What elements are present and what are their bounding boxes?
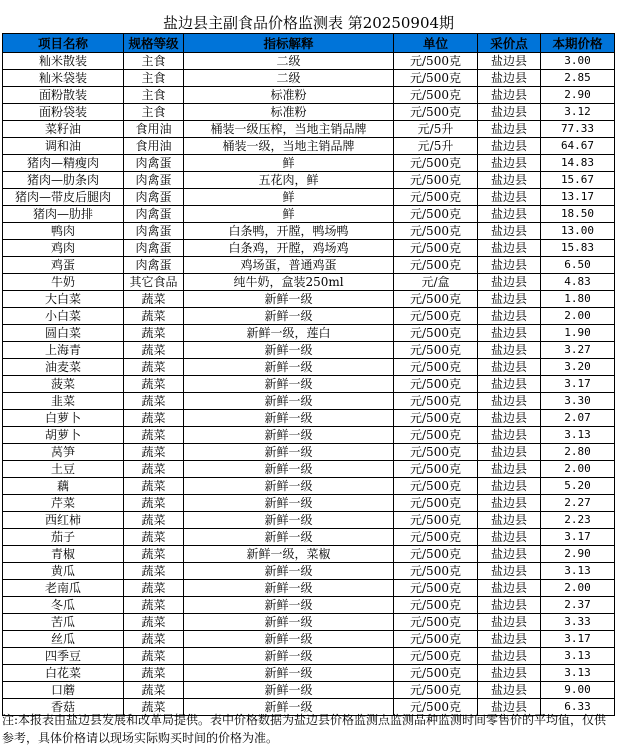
cell-item-name: 鸭肉 — [3, 223, 124, 240]
cell-indicator: 白条鸭，开膛，鸭场鸭 — [184, 223, 394, 240]
cell-spec-grade: 蔬菜 — [124, 376, 184, 393]
table-row — [3, 512, 615, 529]
cell-unit: 元/500克 — [394, 546, 478, 563]
cell-price-point: 盐边县 — [478, 631, 541, 648]
cell-item-name: 面粉散装 — [3, 87, 124, 104]
cell-unit: 元/500克 — [394, 70, 478, 87]
cell-price-point: 盐边县 — [478, 597, 541, 614]
cell-item-name: 土豆 — [3, 461, 124, 478]
cell-price: 2.23 — [541, 512, 615, 529]
cell-indicator: 标准粉 — [184, 104, 394, 121]
cell-unit: 元/500克 — [394, 189, 478, 206]
cell-price-point: 盐边县 — [478, 563, 541, 580]
cell-indicator: 新鲜一级 — [184, 614, 394, 631]
cell-price-point: 盐边县 — [478, 53, 541, 70]
cell-indicator: 五花肉，鲜 — [184, 172, 394, 189]
cell-price-point: 盐边县 — [478, 189, 541, 206]
cell-indicator: 新鲜一级 — [184, 427, 394, 444]
cell-spec-grade: 蔬菜 — [124, 580, 184, 597]
cell-item-name: 黄瓜 — [3, 563, 124, 580]
cell-price-point: 盐边县 — [478, 240, 541, 257]
cell-price: 3.13 — [541, 648, 615, 665]
cell-indicator: 鲜 — [184, 189, 394, 206]
cell-item-name: 口蘑 — [3, 682, 124, 699]
cell-spec-grade: 蔬菜 — [124, 393, 184, 410]
cell-unit: 元/500克 — [394, 699, 478, 716]
cell-price: 14.83 — [541, 155, 615, 172]
cell-price-point: 盐边县 — [478, 291, 541, 308]
cell-spec-grade: 主食 — [124, 70, 184, 87]
table-row — [3, 223, 615, 240]
table-body — [3, 53, 615, 716]
cell-unit: 元/500克 — [394, 359, 478, 376]
table-row — [3, 291, 615, 308]
cell-price-point: 盐边县 — [478, 70, 541, 87]
cell-item-name: 藕 — [3, 478, 124, 495]
cell-item-name: 小白菜 — [3, 308, 124, 325]
cell-indicator: 新鲜一级，莲白 — [184, 325, 394, 342]
table-row — [3, 189, 615, 206]
cell-price: 2.90 — [541, 87, 615, 104]
header-unit: 单位 — [394, 34, 478, 53]
cell-unit: 元/500克 — [394, 325, 478, 342]
cell-price: 13.17 — [541, 189, 615, 206]
cell-item-name: 调和油 — [3, 138, 124, 155]
cell-indicator: 新鲜一级 — [184, 580, 394, 597]
cell-indicator: 鲜 — [184, 206, 394, 223]
cell-price-point: 盐边县 — [478, 376, 541, 393]
cell-spec-grade: 食用油 — [124, 121, 184, 138]
cell-indicator: 新鲜一级 — [184, 308, 394, 325]
cell-price-point: 盐边县 — [478, 699, 541, 716]
cell-spec-grade: 蔬菜 — [124, 342, 184, 359]
cell-indicator: 新鲜一级 — [184, 376, 394, 393]
cell-unit: 元/500克 — [394, 104, 478, 121]
table-row — [3, 665, 615, 682]
cell-price: 2.00 — [541, 308, 615, 325]
cell-price: 4.83 — [541, 274, 615, 291]
table-row — [3, 631, 615, 648]
cell-indicator: 新鲜一级 — [184, 682, 394, 699]
cell-spec-grade: 蔬菜 — [124, 597, 184, 614]
cell-unit: 元/500克 — [394, 614, 478, 631]
cell-spec-grade: 蔬菜 — [124, 529, 184, 546]
cell-indicator: 新鲜一级 — [184, 495, 394, 512]
cell-price: 3.13 — [541, 665, 615, 682]
cell-price: 2.85 — [541, 70, 615, 87]
cell-indicator: 新鲜一级 — [184, 393, 394, 410]
cell-spec-grade: 主食 — [124, 104, 184, 121]
cell-spec-grade: 其它食品 — [124, 274, 184, 291]
cell-unit: 元/500克 — [394, 682, 478, 699]
cell-indicator: 新鲜一级，菜椒 — [184, 546, 394, 563]
cell-indicator: 新鲜一级 — [184, 648, 394, 665]
cell-price-point: 盐边县 — [478, 682, 541, 699]
cell-price-point: 盐边县 — [478, 546, 541, 563]
cell-price-point: 盐边县 — [478, 580, 541, 597]
cell-item-name: 冬瓜 — [3, 597, 124, 614]
cell-price: 3.17 — [541, 529, 615, 546]
cell-price: 2.37 — [541, 597, 615, 614]
cell-price: 2.07 — [541, 410, 615, 427]
cell-price: 13.00 — [541, 223, 615, 240]
cell-unit: 元/500克 — [394, 478, 478, 495]
header-spec-grade: 规格等级 — [124, 34, 184, 53]
cell-indicator: 新鲜一级 — [184, 665, 394, 682]
cell-indicator: 新鲜一级 — [184, 631, 394, 648]
cell-unit: 元/500克 — [394, 597, 478, 614]
cell-price: 2.00 — [541, 461, 615, 478]
cell-item-name: 老南瓜 — [3, 580, 124, 597]
cell-price-point: 盐边县 — [478, 308, 541, 325]
cell-item-name: 油麦菜 — [3, 359, 124, 376]
table-row — [3, 393, 615, 410]
cell-price-point: 盐边县 — [478, 648, 541, 665]
cell-item-name: 猪肉—带皮后腿肉 — [3, 189, 124, 206]
cell-price-point: 盐边县 — [478, 325, 541, 342]
header-current-price: 本期价格 — [541, 34, 615, 53]
table-row — [3, 325, 615, 342]
cell-unit: 元/500克 — [394, 172, 478, 189]
cell-unit: 元/5升 — [394, 138, 478, 155]
cell-unit: 元/500克 — [394, 87, 478, 104]
cell-unit: 元/500克 — [394, 308, 478, 325]
cell-unit: 元/500克 — [394, 427, 478, 444]
table-row — [3, 206, 615, 223]
cell-item-name: 西红柿 — [3, 512, 124, 529]
cell-price: 9.00 — [541, 682, 615, 699]
cell-item-name: 茄子 — [3, 529, 124, 546]
price-table — [2, 33, 615, 716]
cell-spec-grade: 肉禽蛋 — [124, 172, 184, 189]
table-row — [3, 461, 615, 478]
cell-price: 64.67 — [541, 138, 615, 155]
cell-price-point: 盐边县 — [478, 342, 541, 359]
cell-price: 3.17 — [541, 376, 615, 393]
cell-price-point: 盐边县 — [478, 427, 541, 444]
cell-unit: 元/500克 — [394, 291, 478, 308]
cell-item-name: 白花菜 — [3, 665, 124, 682]
cell-price: 6.33 — [541, 699, 615, 716]
cell-indicator: 桶装一级压榨，当地主销品牌 — [184, 121, 394, 138]
cell-spec-grade: 肉禽蛋 — [124, 257, 184, 274]
table-row — [3, 580, 615, 597]
header-item-name: 项目名称 — [3, 34, 124, 53]
table-row — [3, 104, 615, 121]
cell-price: 3.27 — [541, 342, 615, 359]
cell-item-name: 莴笋 — [3, 444, 124, 461]
cell-price-point: 盐边县 — [478, 121, 541, 138]
cell-item-name: 胡萝卜 — [3, 427, 124, 444]
cell-unit: 元/500克 — [394, 53, 478, 70]
cell-spec-grade: 蔬菜 — [124, 648, 184, 665]
cell-price-point: 盐边县 — [478, 444, 541, 461]
cell-price: 15.67 — [541, 172, 615, 189]
cell-item-name: 白萝卜 — [3, 410, 124, 427]
table-row — [3, 682, 615, 699]
cell-indicator: 新鲜一级 — [184, 291, 394, 308]
table-row — [3, 376, 615, 393]
cell-spec-grade: 肉禽蛋 — [124, 206, 184, 223]
cell-unit: 元/500克 — [394, 495, 478, 512]
cell-item-name: 四季豆 — [3, 648, 124, 665]
cell-price: 6.50 — [541, 257, 615, 274]
cell-spec-grade: 蔬菜 — [124, 614, 184, 631]
cell-price: 77.33 — [541, 121, 615, 138]
cell-spec-grade: 肉禽蛋 — [124, 189, 184, 206]
table-row — [3, 121, 615, 138]
cell-item-name: 猪肉—肋条肉 — [3, 172, 124, 189]
cell-spec-grade: 蔬菜 — [124, 512, 184, 529]
cell-price: 3.13 — [541, 563, 615, 580]
cell-price: 18.50 — [541, 206, 615, 223]
cell-unit: 元/500克 — [394, 393, 478, 410]
table-row — [3, 546, 615, 563]
cell-price-point: 盐边县 — [478, 393, 541, 410]
cell-indicator: 鲜 — [184, 155, 394, 172]
cell-spec-grade: 蔬菜 — [124, 631, 184, 648]
cell-unit: 元/500克 — [394, 223, 478, 240]
table-row — [3, 495, 615, 512]
table-row — [3, 563, 615, 580]
cell-price-point: 盐边县 — [478, 104, 541, 121]
cell-item-name: 菜籽油 — [3, 121, 124, 138]
cell-indicator: 新鲜一级 — [184, 563, 394, 580]
cell-spec-grade: 蔬菜 — [124, 410, 184, 427]
cell-item-name: 菠菜 — [3, 376, 124, 393]
cell-item-name: 牛奶 — [3, 274, 124, 291]
cell-unit: 元/500克 — [394, 410, 478, 427]
cell-price-point: 盐边县 — [478, 614, 541, 631]
cell-price: 3.33 — [541, 614, 615, 631]
cell-item-name: 青椒 — [3, 546, 124, 563]
cell-indicator: 桶装一级，当地主销品牌 — [184, 138, 394, 155]
cell-unit: 元/500克 — [394, 529, 478, 546]
cell-unit: 元/500克 — [394, 206, 478, 223]
cell-item-name: 籼米袋装 — [3, 70, 124, 87]
cell-item-name: 韭菜 — [3, 393, 124, 410]
cell-price: 2.90 — [541, 546, 615, 563]
table-row — [3, 529, 615, 546]
header-indicator: 指标解释 — [184, 34, 394, 53]
cell-price-point: 盐边县 — [478, 223, 541, 240]
cell-price-point: 盐边县 — [478, 206, 541, 223]
cell-unit: 元/500克 — [394, 563, 478, 580]
cell-price: 2.00 — [541, 580, 615, 597]
cell-item-name: 大白菜 — [3, 291, 124, 308]
cell-item-name: 猪肉—肋排 — [3, 206, 124, 223]
cell-unit: 元/500克 — [394, 631, 478, 648]
report-title: 盐边县主副食品价格监测表 第20250904期 — [162, 14, 455, 32]
cell-spec-grade: 主食 — [124, 53, 184, 70]
cell-indicator: 标准粉 — [184, 87, 394, 104]
cell-spec-grade: 肉禽蛋 — [124, 240, 184, 257]
cell-price-point: 盐边县 — [478, 529, 541, 546]
cell-item-name: 籼米散装 — [3, 53, 124, 70]
cell-unit: 元/500克 — [394, 155, 478, 172]
cell-price: 3.30 — [541, 393, 615, 410]
table-row — [3, 597, 615, 614]
table-row — [3, 342, 615, 359]
cell-unit: 元/500克 — [394, 257, 478, 274]
cell-indicator: 新鲜一级 — [184, 342, 394, 359]
cell-item-name: 猪肉—精瘦肉 — [3, 155, 124, 172]
table-row — [3, 410, 615, 427]
table-row — [3, 308, 615, 325]
cell-item-name: 鸡肉 — [3, 240, 124, 257]
cell-spec-grade: 蔬菜 — [124, 546, 184, 563]
cell-price: 15.83 — [541, 240, 615, 257]
cell-indicator: 纯牛奶，盒装250ml — [184, 274, 394, 291]
cell-spec-grade: 蔬菜 — [124, 478, 184, 495]
cell-unit: 元/500克 — [394, 580, 478, 597]
cell-indicator: 新鲜一级 — [184, 410, 394, 427]
cell-item-name: 丝瓜 — [3, 631, 124, 648]
cell-item-name: 苦瓜 — [3, 614, 124, 631]
cell-spec-grade: 食用油 — [124, 138, 184, 155]
footnote: 注:本报表由盐边县发展和改革局提供。表中价格数据为盐边县价格监测点监测品种监测时间零售价的平均值，仅供参考，具体价格请以现场实际购买时间的价格为准。 — [2, 713, 607, 745]
cell-unit: 元/500克 — [394, 444, 478, 461]
cell-price-point: 盐边县 — [478, 495, 541, 512]
cell-indicator: 鸡场蛋，普通鸡蛋 — [184, 257, 394, 274]
cell-price-point: 盐边县 — [478, 665, 541, 682]
cell-indicator: 二级 — [184, 70, 394, 87]
table-row — [3, 138, 615, 155]
cell-price-point: 盐边县 — [478, 512, 541, 529]
cell-unit: 元/500克 — [394, 512, 478, 529]
cell-price: 3.13 — [541, 427, 615, 444]
cell-unit: 元/500克 — [394, 240, 478, 257]
cell-price: 1.80 — [541, 291, 615, 308]
table-row — [3, 155, 615, 172]
table-row — [3, 427, 615, 444]
table-row — [3, 53, 615, 70]
cell-unit: 元/500克 — [394, 665, 478, 682]
cell-spec-grade: 蔬菜 — [124, 461, 184, 478]
cell-indicator: 新鲜一级 — [184, 529, 394, 546]
cell-spec-grade: 蔬菜 — [124, 427, 184, 444]
cell-indicator: 白条鸡，开膛，鸡场鸡 — [184, 240, 394, 257]
table-row — [3, 478, 615, 495]
cell-indicator: 新鲜一级 — [184, 478, 394, 495]
table-row — [3, 240, 615, 257]
cell-spec-grade: 肉禽蛋 — [124, 223, 184, 240]
cell-price: 2.80 — [541, 444, 615, 461]
cell-price-point: 盐边县 — [478, 172, 541, 189]
cell-price-point: 盐边县 — [478, 274, 541, 291]
cell-unit: 元/500克 — [394, 461, 478, 478]
cell-item-name: 面粉袋装 — [3, 104, 124, 121]
cell-spec-grade: 蔬菜 — [124, 359, 184, 376]
table-row — [3, 87, 615, 104]
cell-unit: 元/5升 — [394, 121, 478, 138]
cell-price: 1.90 — [541, 325, 615, 342]
cell-indicator: 新鲜一级 — [184, 512, 394, 529]
cell-price: 2.27 — [541, 495, 615, 512]
cell-spec-grade: 肉禽蛋 — [124, 155, 184, 172]
cell-spec-grade: 主食 — [124, 87, 184, 104]
cell-spec-grade: 蔬菜 — [124, 325, 184, 342]
cell-unit: 元/500克 — [394, 342, 478, 359]
cell-item-name: 上海青 — [3, 342, 124, 359]
table-row — [3, 359, 615, 376]
cell-price: 3.00 — [541, 53, 615, 70]
cell-spec-grade: 蔬菜 — [124, 495, 184, 512]
table-row — [3, 70, 615, 87]
cell-price-point: 盐边县 — [478, 257, 541, 274]
cell-spec-grade: 蔬菜 — [124, 308, 184, 325]
cell-price-point: 盐边县 — [478, 359, 541, 376]
cell-unit: 元/盒 — [394, 274, 478, 291]
cell-spec-grade: 蔬菜 — [124, 699, 184, 716]
cell-price-point: 盐边县 — [478, 461, 541, 478]
cell-indicator: 二级 — [184, 53, 394, 70]
cell-spec-grade: 蔬菜 — [124, 291, 184, 308]
cell-price: 5.20 — [541, 478, 615, 495]
cell-price-point: 盐边县 — [478, 155, 541, 172]
cell-item-name: 圆白菜 — [3, 325, 124, 342]
cell-item-name: 鸡蛋 — [3, 257, 124, 274]
cell-price: 3.17 — [541, 631, 615, 648]
cell-price: 3.20 — [541, 359, 615, 376]
cell-indicator: 新鲜一级 — [184, 597, 394, 614]
cell-price-point: 盐边县 — [478, 478, 541, 495]
table-row — [3, 444, 615, 461]
cell-unit: 元/500克 — [394, 648, 478, 665]
table-row — [3, 172, 615, 189]
cell-indicator: 新鲜一级 — [184, 444, 394, 461]
cell-price-point: 盐边县 — [478, 410, 541, 427]
cell-price: 3.12 — [541, 104, 615, 121]
cell-indicator: 新鲜一级 — [184, 699, 394, 716]
cell-item-name: 芹菜 — [3, 495, 124, 512]
cell-indicator: 新鲜一级 — [184, 359, 394, 376]
cell-price-point: 盐边县 — [478, 87, 541, 104]
cell-price-point: 盐边县 — [478, 138, 541, 155]
table-row — [3, 648, 615, 665]
cell-indicator: 新鲜一级 — [184, 461, 394, 478]
table-row — [3, 257, 615, 274]
cell-item-name: 香菇 — [3, 699, 124, 716]
cell-spec-grade: 蔬菜 — [124, 563, 184, 580]
table-row — [3, 274, 615, 291]
table-row — [3, 614, 615, 631]
cell-spec-grade: 蔬菜 — [124, 682, 184, 699]
cell-spec-grade: 蔬菜 — [124, 665, 184, 682]
table-header-row — [3, 34, 615, 53]
cell-unit: 元/500克 — [394, 376, 478, 393]
cell-spec-grade: 蔬菜 — [124, 444, 184, 461]
header-price-point: 采价点 — [478, 34, 541, 53]
